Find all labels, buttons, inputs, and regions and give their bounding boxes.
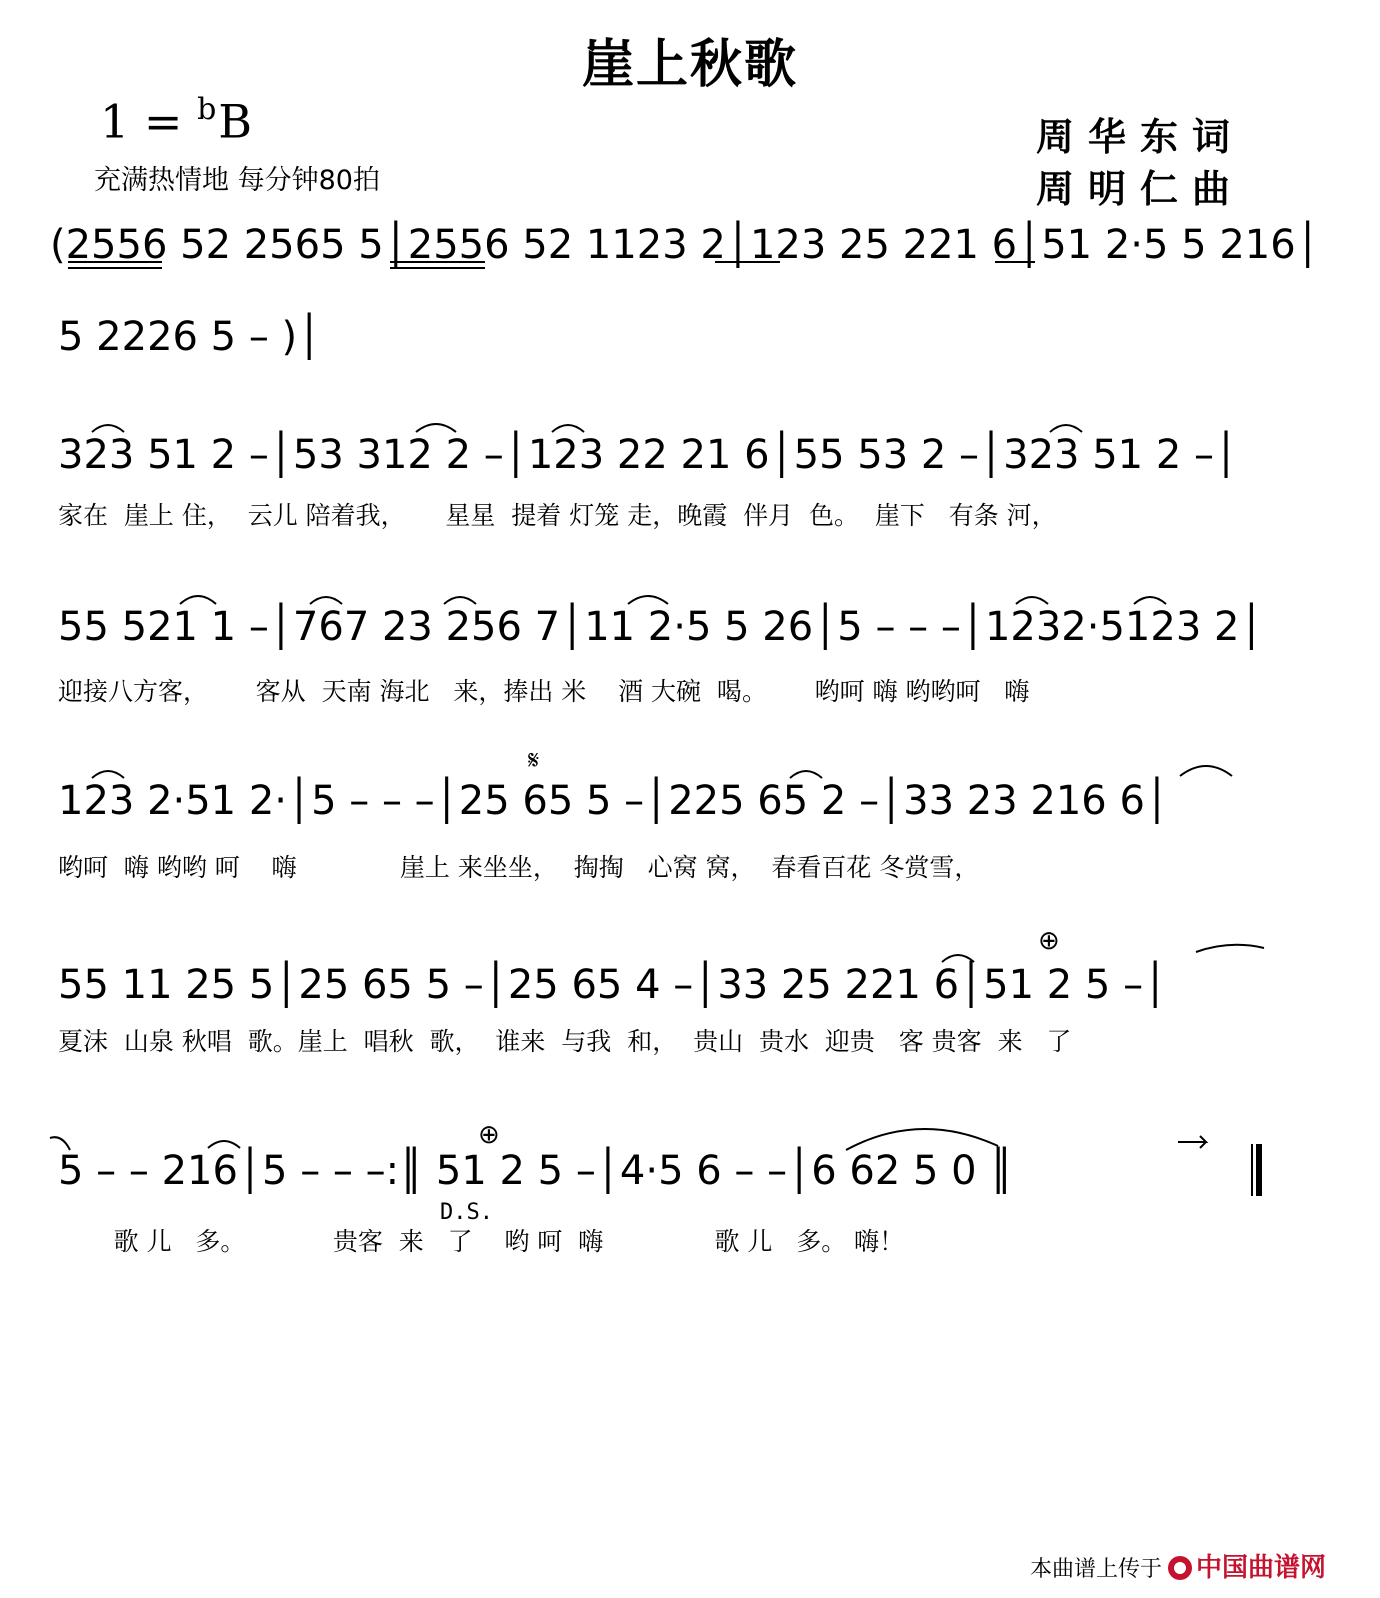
song-title: 崖上秋歌	[581, 34, 798, 95]
system-7-notes: 5 – – 216│5 – – –:║ 51 2 5 –│4·5 6 – –│6 62 5 0 ║	[58, 1148, 1014, 1194]
footer-prefix: 本曲谱上传于	[1029, 1557, 1162, 1582]
system-6-notes: 55 11 25 5│25 65 5 –│25 65 4 –│33 25 221 6│51 2 5 –│	[58, 962, 1168, 1008]
system-1-notes: (2556 52 2565 5│2556 52 1123 2│123 25 221 6│51 2·5 5 216│	[50, 222, 1320, 268]
ds-marking: D.S.	[440, 1200, 493, 1225]
slur	[416, 424, 456, 432]
key-prefix: 1 =	[100, 94, 198, 149]
system-7-lyrics: 歌 儿 多。 贵客 来 了 哟 呵 嗨 歌 儿 多。 嗨！	[58, 1227, 905, 1256]
slur	[552, 425, 584, 432]
system-3-notes: 323 51 2 –│53 312 2 –│123 22 21 6│55 53 2 –│323 51 2 –│	[58, 432, 1239, 478]
slur	[444, 597, 476, 604]
slur	[310, 597, 342, 604]
system-6-lyrics: 夏沫 山泉 秋唱 歌。崖上 唱秋 歌， 谁来 与我 和， 贵山 贵水 迎贵 客 贵客 来 了	[58, 1027, 1072, 1056]
slur	[180, 596, 216, 604]
site-logo-icon	[1168, 1556, 1192, 1580]
system-5-notes: 123 2·51 2·│5 – – –│25 65 5 –│225 65 2 –│33 23 216 6│	[58, 778, 1169, 824]
system-4-lyrics: 迎接八方客， 客从 天南 海北 来，捧出 米 酒 大碗 喝。 哟呵 嗨 哟哟呵 嗨	[58, 677, 1030, 706]
system-5-lyrics: 哟呵 嗨 哟哟 呵 嗨 崖上 来坐坐， 掏掏 心窝 窝， 春看百花 冬赏雪，	[58, 853, 980, 882]
coda-sign-2: ⊕	[478, 1120, 500, 1150]
slur	[1050, 425, 1082, 432]
slur	[628, 596, 668, 604]
tempo-marking: 充满热情地 每分钟80拍	[94, 165, 380, 196]
slur	[50, 1137, 70, 1150]
slur	[1134, 597, 1166, 604]
slur	[790, 771, 822, 778]
site-brand-text: 中国曲谱网	[1195, 1553, 1326, 1583]
key-flat: b	[197, 92, 217, 127]
slur	[942, 955, 974, 962]
slur	[92, 425, 124, 432]
system-2-notes: 5 2226 5 – )│	[58, 314, 322, 360]
key-note: B	[218, 94, 253, 149]
coda-sign-1: ⊕	[1038, 926, 1060, 956]
composer-credit: 周明仁曲	[1036, 167, 1245, 211]
slur	[92, 771, 124, 778]
slur	[846, 1129, 998, 1150]
slur	[208, 1141, 240, 1148]
lyricist-credit: 周华东词	[1036, 115, 1245, 159]
system-3-lyrics: 家在 崖上 住， 云儿 陪着我， 星星 提着 灯笼 走，晚霞 伴月 色。 崖下 有条 河，	[58, 501, 1057, 530]
final-barline-thick	[1256, 1144, 1262, 1196]
site-brand[interactable]	[1168, 1553, 1326, 1583]
segno-sign: 𝄋	[528, 746, 540, 776]
slur	[1196, 945, 1264, 952]
tie-arrow	[1178, 1136, 1206, 1148]
upload-footer	[1030, 1547, 1326, 1584]
slur	[1016, 597, 1048, 604]
system-4-notes: 55 521 1 –│767 23 256 7│11 2·5 5 26│5 – – –│1232·5123 2│	[58, 604, 1264, 650]
slur	[1180, 766, 1232, 776]
